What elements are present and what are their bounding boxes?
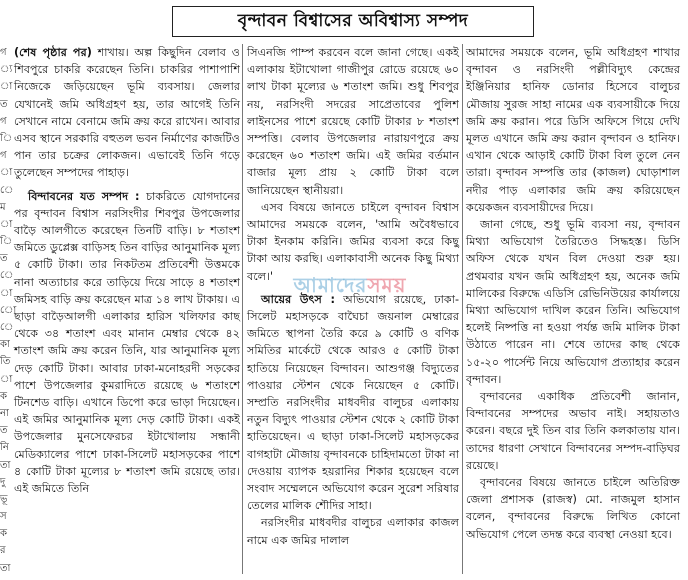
margin-fragment-char: না [0,407,9,419]
margin-fragment-char: কা [0,339,10,351]
margin-fragment-char: গ [0,115,7,127]
margin-fragment-char: র [0,545,6,557]
headline: বৃন্দাবন বিশ্বাসের অবিশ্বাস্য সম্পদ [237,10,469,31]
subheading-assets: বিন্দাবনের যত সম্পদ : [28,189,140,203]
left-margin-fragment [0,44,17,574]
watermark-part2: সময় [367,272,407,297]
margin-fragment-char: া [0,218,13,230]
margin-fragment-char: ি [0,132,13,144]
col1-paragraph-1 [14,44,240,182]
col1-p2-text: চাকরিতে যোগদানের পর বৃন্দাবন বিশ্বাস নরসিংদীর শিবপুর উপজেলার বাড়ৈ আলগীতে করেছেন তিনটি বাড়ি। ৮ শতাংশ জমিতে ডুপ্লেক্স বাড়িসহ তিন বাড়ির আনুমানিক মূল্য ৫ কোটি টাকা। তার নিকটতম প্রতিবেশী উত্তমকে নানা অত্যাচার করে তাড়িয়ে দিয়ে সাড়ে ৪ শতাংশ জমিসহ বাড়ি ক্রয় করেছেন মাত্র ১৪ লাখ টাকায়। এ ছাড়া বাড়ৈআলগী এলাকার হারিস খলিফার কাছ থেকে ৩৪ শতাংশ এবং মানান মেম্বার থেকে ৪২ শতাংশ জমি ক্রয় করেন তিনি, যার আনুমানিক মূল্য দেড় কোটি টাকা। আবার ঢাকা-মনোহরদী সড়কের পাশে উপজেলার কুমরাদিতে রয়েছে ৬ শতাংশে টিনশেড বাড়ি। এখানে ডিপো করে ভাড়া দিয়েছেন। এই জমির আনুমানিক মূল্য দেড় কোটি টাকা। একই উপজেলার মুনসেফেরচর ইটাখোলায় সন্ধানী মেডিক্যালের পাশে ঢাকা-সিলেট মহাসড়কের পাশে ৪ কোটি টাকা মূল্যের ৮ শতাংশ জমি রয়েছে তার। এই জমিতে তিনি [14,189,240,496]
col2-paragraph-4: নরসিংদীর মাধবদীর বালুচর এলাকার কাজল নামে এক জমির দালাল [247,516,459,547]
margin-fragment-char: গ [0,47,7,58]
margin-fragment-char: তা [0,459,11,471]
margin-fragment-char: গ [0,150,7,162]
column-divider-2 [462,44,463,574]
col3-paragraph-1: আমাদের সময়কে বলেন, ভূমি অধিগ্রহণ শাখার বৃন্দাবন ও নরসিংদী পল্লীবিদ্যুৎ কেন্দ্রের ইঞ্জিনিয়ার হানিফ ডোনার হিসেবে বালুচর মৌজায় সুরজ সাহা নামের এক ব্যবসায়ীকে দিয়ে জমি ক্রয় করান। পরে ডিসি অফিসে গিয়ে দেখি মূলত এখানে জমি ক্রয় করান বৃন্দাবন ও হানিফ। এখান থেকে আড়াই কোটি টাকা বিল তুলে নেন তারা। বৃন্দাবন সম্পত্তি তার (কাজল) ঘোড়াশাল নদীর পাড় এলাকার জমি ক্রয় করিয়েছেন কয়েকজন ব্যবসায়ীদের দিয়ে। [466,46,680,214]
margin-fragment-char: নি [0,442,9,454]
col1-p1-text: শাখায়। অল্প কিছুদিন বেলাব ও শিবপুরে চাকরি করেছেন তিনি। চাকরির পাশাপাশি নিজেকে জড়িয়েছেন ভূমি ব্যবসায়। জেলার যেখানেই জমি অধিগ্রহণ হয়, তার আগেই তিনি সেখানে নামে বেনামে জমি ক্রয় করে রাখেন। আবার এসব স্থানে সরকারি বহুতল ভবন নির্মাণের কাজটিও পান তার চক্রের লোকজন। এভাবেই তিনি গড়ে তুলেছেন সম্পদের পাহাড়। [14,46,240,180]
margin-fragment-char: ক [0,390,7,402]
margin-fragment-char: দু [0,476,6,488]
margin-fragment-char: তি [0,356,11,368]
headline-box [172,6,534,37]
col2-p3-text: অভিযোগ রয়েছে, ঢাকা-সিলেট মহাসড়কে বাঘৈচা জয়নাল মেম্বারের জমিতে স্থাপনা তৈরি করে ৯ কোটি ও বণিক সমিতির মার্কেটে থেকে আরও ৫ কোটি টাকা হাতিয়ে নিয়েছেন বিন্দাবন। আশুগঞ্জ বিদ্যুতের পাওয়ার স্টেশন থেকে নিয়েছেন ৫ কোটি। সম্প্রতি নরসিংদীর মাধবদীর বালুচর এলাকায় নতুন বিদ্যুৎ পাওয়ার স্টেশন থেকে ২ কোটি টাকা হাতিয়েছেন। এ ছাড়া ঢাকা-সিলেট মহাসড়কের বাগহাটা মৌজায় বৃন্দাবনকে চাহিদামতো টাকা না দেওয়ায় ব্যাপক হয়রানির শিকার হয়েছেন বলে সংবাদ সম্মেলনে অভিযোগ করেন সুরেশ সরিষার তেলের মালিক শৌদির সাহা। [247,292,460,513]
margin-fragment-char: ে [0,322,14,333]
margin-fragment-char: ো [0,304,17,316]
margin-fragment-char: ে [0,184,14,196]
watermark-logo [250,272,450,302]
column-2 [247,44,459,574]
col3-paragraph-4: বৃন্দাবনের বিষয়ে জানতে চাইলে অতিরিক্ত জেলা প্রশাসক (রাজস্ব) মো. নাজমুল হাসান বলেন, বৃন্দাবনের বিরুদ্ধে লিখিত কোনো অভিযোগ পেলে তদন্ত করে ব্যবস্থা নেওয়া হবে। [466,476,680,541]
margin-fragment-char: ্য [0,64,13,76]
margin-fragment-char: ি [0,236,13,248]
margin-fragment-char: ত [0,425,8,437]
margin-fragment-char: া [0,167,13,179]
continued-label: (শেষ পৃষ্ঠার পর) [14,46,92,59]
watermark-part1: আমাদের [293,272,368,297]
col2-paragraph-3 [247,291,459,515]
col2-paragraph-2: এসব বিষয়ে জানতে চাইলে বৃন্দাবন বিশ্বাস আমাদের সময়কে বলেন, 'আমি অবৈধভাবে টাকা ইনকাম করিনি। জমির ব্যবসা করে কিছু টাকা আয় করছি। এলাকাবাসী অনেক কিছু মিথ্যা বলে।' [247,200,459,283]
margin-fragment-char: ভূ [0,493,8,505]
margin-fragment-char: ে [0,270,14,282]
column-divider-1 [242,44,243,574]
subheading-income-source: আয়ের উৎস : [261,292,335,306]
margin-fragment-char: ত [0,253,8,265]
col3-paragraph-2: জানা গেছে, শুধু ভূমি ব্যবসা নয়, বৃন্দাবন মিথ্যা অভিযোগ তৈরিতেও সিদ্ধহস্ত। ডিসি অফিস থেকে যখন বিল দেওয়া শুরু হয়। প্রথমবার যখন জমি অধিগ্রহণ হয়, অনেক জমি মালিকের বিরুদ্ধে এডিসি রেভিনিউয়ের কার্যালয়ে মিথ্যা অভিযোগ দাখিল করেন তিনি। অভিযোগ হলেই নিষ্পত্তি না হওয়া পর্যন্ত জমি মালিক টাকা উঠাতে পারেন না। শেষে তাদের কাছ থেকে ১৫-২০ পার্সেন্ট নিয়ে অভিযোগ প্রত্যাহার করেন বৃন্দাবন। [466,218,680,386]
column-1 [14,44,240,574]
col3-paragraph-3: বৃন্দাবনের একাধিক প্রতিবেশী জানান, বিন্দাবনের সম্পদের অভাব নাই। সহায়তাও করেন। বছরে দুই তিন বার তিনি কলকাতায় যান। তাদের ধারণা সেখানে বিন্দাবনের সম্পদ-বাড়িঘর রয়েছে। [466,390,680,472]
margin-fragment-char: া [0,287,13,299]
margin-fragment-char: তা [0,562,11,574]
col1-paragraph-2 [14,188,240,498]
margin-fragment-char: ত [0,98,8,110]
margin-fragment-char: ক [0,528,7,540]
margin-fragment-char: া [0,373,13,385]
margin-fragment-char: স [0,511,7,523]
col2-paragraph-1: সিএনজি পাম্প করবেন বলে জানা গেছে। একই এলাকায় ইটাখোলা গাজীপুর রোডে রয়েছে ৬০ লাখ টাকা মূল্যের ৬ শতাংশ জমি। শুধু শিবপুর নয়, নরসিংদী সদরের সাপ্রেতাবের পুলিশ লাইনসের পাশে রয়েছে কোটি টাকার ৮ শতাংশ সম্পত্তি। বেলাব উপজেলার নারায়ণপুরে ক্রয় করেছেন ৬০ শতাংশ জমি। এই জমির বর্তমান বাজার মূল্য প্রায় ২ কোটি টাকা বলে জানিয়েছেন স্থানীয়রা। [247,46,459,197]
margin-fragment-char: ম [0,201,6,213]
column-3 [466,44,680,574]
margin-fragment-char: া [0,81,13,93]
